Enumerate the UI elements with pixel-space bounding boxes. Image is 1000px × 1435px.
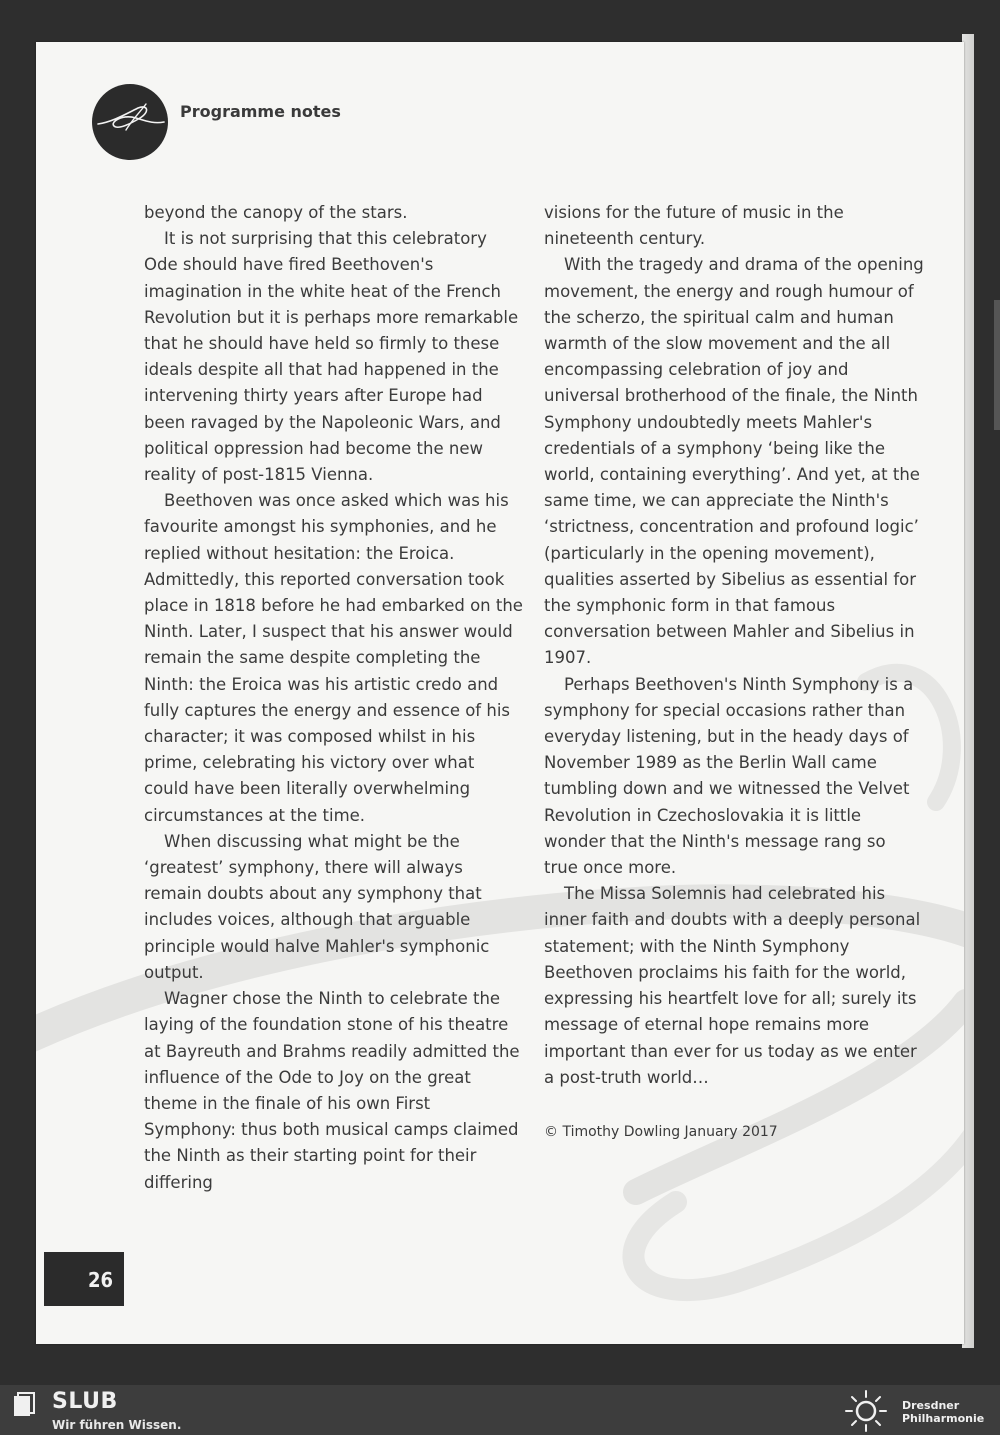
book-icon	[12, 1392, 38, 1418]
section-title: Programme notes	[180, 102, 341, 121]
signature-logo	[92, 84, 168, 160]
orchestra-name-line2: Philharmonie	[902, 1412, 985, 1425]
orchestra-name	[902, 1399, 984, 1425]
library-tagline: Wir führen Wissen.	[52, 1418, 182, 1432]
paragraph: When discussing what might be the ‘greatest’ symphony, there will always remain doubts about any symphony that includes voices, although that arguable principle would halve Mahler's symphonic output.	[144, 831, 490, 982]
document-page	[36, 42, 964, 1344]
left-column	[144, 200, 524, 1196]
right-column	[544, 200, 924, 1145]
paragraph: Beethoven was once asked which was his favourite amongst his symphonies, and he replied without hesitation: the Eroica. Admittedly, this reported conversation took place in 1818 before he had embarked on the Ninth. Later, I suspect that his answer would remain the same despite completing the Ninth: the Eroica was his artistic credo and fully captures the energy and essence of his character; it was composed whilst in his prime, celebrating his victory over what could have been literally overwhelming circumstances at the time.	[144, 491, 523, 825]
scan-edge-mark	[994, 300, 1000, 430]
orchestra-sunburst-icon	[840, 1387, 892, 1435]
paragraph: visions for the future of music in the nineteenth century.	[544, 203, 844, 249]
library-name: SLUB	[52, 1389, 118, 1414]
orchestra-name-line1: Dresdner	[902, 1399, 960, 1412]
paragraph: Perhaps Beethoven's Ninth Symphony is a symphony for special occasions rather than everyday listening, but in the heady days of November 1989 as the Berlin Wall came tumbling down and we witnessed the Velvet Revolution in Czechoslovakia it is little wonder that the Ninth's message rang so true once more.	[544, 674, 914, 878]
page-number: 26	[88, 1268, 114, 1292]
author-credit: © Timothy Dowling January 2017	[544, 1123, 778, 1140]
paragraph: beyond the canopy of the stars.	[144, 203, 408, 222]
paragraph: With the tragedy and drama of the opening movement, the energy and rough humour of the scherzo, the spiritual calm and human warmth of the slow movement and the all encompassing celebration of joy and universal brotherhood of the finale, the Ninth Symphony undoubtedly meets Mahler's credentials of a symphony ‘being like the world, containing everything’. And yet, at the same time, we can appreciate the Ninth's ‘strictness, concentration and profound logic’ (particularly in the opening movement), qualities asserted by Sibelius as essential for the symphonic form in that famous conversation between Mahler and Sibelius in 1907.	[544, 255, 924, 668]
paragraph: The Missa Solemnis had celebrated his inner faith and doubts with a deeply personal statement; with the Ninth Symphony Beethoven proclaims his faith for the world, expressing his heartfelt love for all; surely its message of eternal hope remains more important than ever for us today as we enter a post-truth world…	[544, 884, 921, 1087]
paragraph: It is not surprising that this celebratory Ode should have fired Beethoven's imagination in the white heat of the French Revolution but it is perhaps more remarkable that he should have held so firmly to these ideals despite all that had happened in the intervening thirty years after Europe had been ravaged by the Napoleonic Wars, and political oppression had become the new reality of post-1815 Vienna.	[144, 229, 519, 485]
signature-icon	[92, 84, 168, 160]
paragraph: Wagner chose the Ninth to celebrate the laying of the foundation stone of his theatre at Bayreuth and Brahms readily admitted the influence of the Ode to Joy on the great theme in the finale of his own First Symphony: thus both musical camps claimed the Ninth as their starting point for their differing	[144, 989, 520, 1192]
